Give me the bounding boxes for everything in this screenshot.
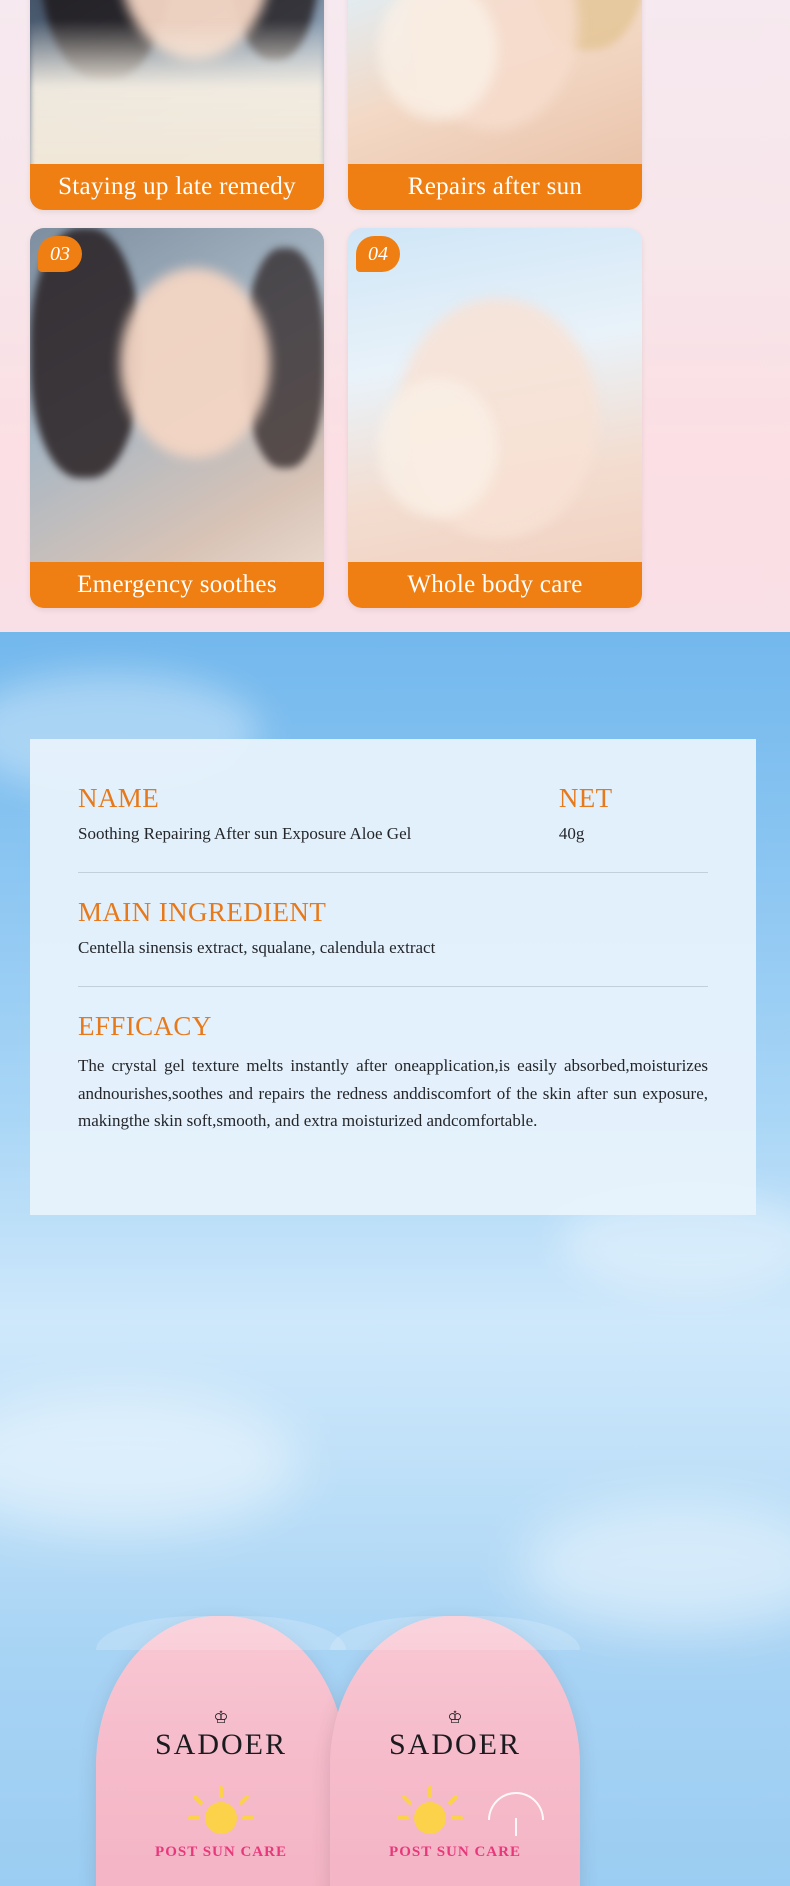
name-value: Soothing Repairing After sun Exposure Aloe Gel bbox=[78, 824, 412, 843]
pack-brand: SADOER bbox=[154, 1728, 287, 1761]
sun-icon bbox=[397, 1786, 463, 1838]
crown-icon: ♔ bbox=[213, 1708, 229, 1727]
feature-card[interactable] bbox=[30, 0, 324, 210]
net-value: 40g bbox=[558, 824, 585, 843]
product-info-section bbox=[0, 632, 790, 1322]
pack-top-notch bbox=[330, 1616, 580, 1650]
pack-tagline: POST SUN CARE bbox=[155, 1844, 287, 1860]
feature-card[interactable] bbox=[30, 228, 324, 608]
feature-cards-grid bbox=[30, 0, 660, 608]
efficacy-field bbox=[78, 1011, 708, 1135]
name-field bbox=[78, 783, 559, 844]
pack-tagline: POST SUN CARE bbox=[389, 1844, 521, 1860]
pack-brand: SADOER bbox=[388, 1728, 521, 1761]
name-net-row bbox=[78, 783, 708, 844]
card-label: Repairs after sun bbox=[348, 164, 642, 210]
features-section bbox=[0, 0, 790, 632]
product-shot-section bbox=[0, 1322, 790, 1886]
crown-icon: ♔ bbox=[447, 1708, 463, 1727]
efficacy-value: The crystal gel texture melts instantly after oneapplication,is easily absorbed,moisturizes andnourishes,soothes and repairs the redness anddiscomfort of the skin after sun exposure, makingthe skin soft,smooth, and extra moisturized andcomfortable. bbox=[78, 1056, 708, 1131]
name-title: NAME bbox=[78, 783, 160, 813]
card-label: Whole body care bbox=[348, 562, 642, 608]
card-badge: 03 bbox=[38, 236, 82, 272]
info-panel bbox=[30, 739, 756, 1215]
hands-applying-gel-to-shoulder-photo bbox=[348, 228, 642, 608]
divider bbox=[78, 872, 708, 873]
cloud-decoration bbox=[520, 1502, 790, 1632]
card-badge: 04 bbox=[356, 236, 400, 272]
pack-top-notch bbox=[96, 1616, 346, 1650]
umbrella-icon bbox=[488, 1792, 544, 1836]
card-label: Emergency soothes bbox=[30, 562, 324, 608]
sun-icon bbox=[188, 1786, 254, 1838]
feature-card[interactable] bbox=[348, 0, 642, 210]
feature-card[interactable] bbox=[348, 228, 642, 608]
ingredient-value: Centella sinensis extract, squalane, calendula extract bbox=[78, 938, 436, 957]
divider bbox=[78, 986, 708, 987]
efficacy-title: EFFICACY bbox=[78, 1011, 212, 1041]
product-pack[interactable] bbox=[96, 1616, 346, 1886]
woman-touching-cheek-photo bbox=[30, 228, 324, 608]
net-field bbox=[559, 783, 708, 844]
cloud-decoration bbox=[0, 1392, 300, 1532]
ingredient-title: MAIN INGREDIENT bbox=[78, 897, 327, 927]
net-title: NET bbox=[558, 783, 613, 813]
product-pack[interactable] bbox=[330, 1616, 580, 1886]
card-label: Staying up late remedy bbox=[30, 164, 324, 210]
ingredient-field bbox=[78, 897, 708, 958]
